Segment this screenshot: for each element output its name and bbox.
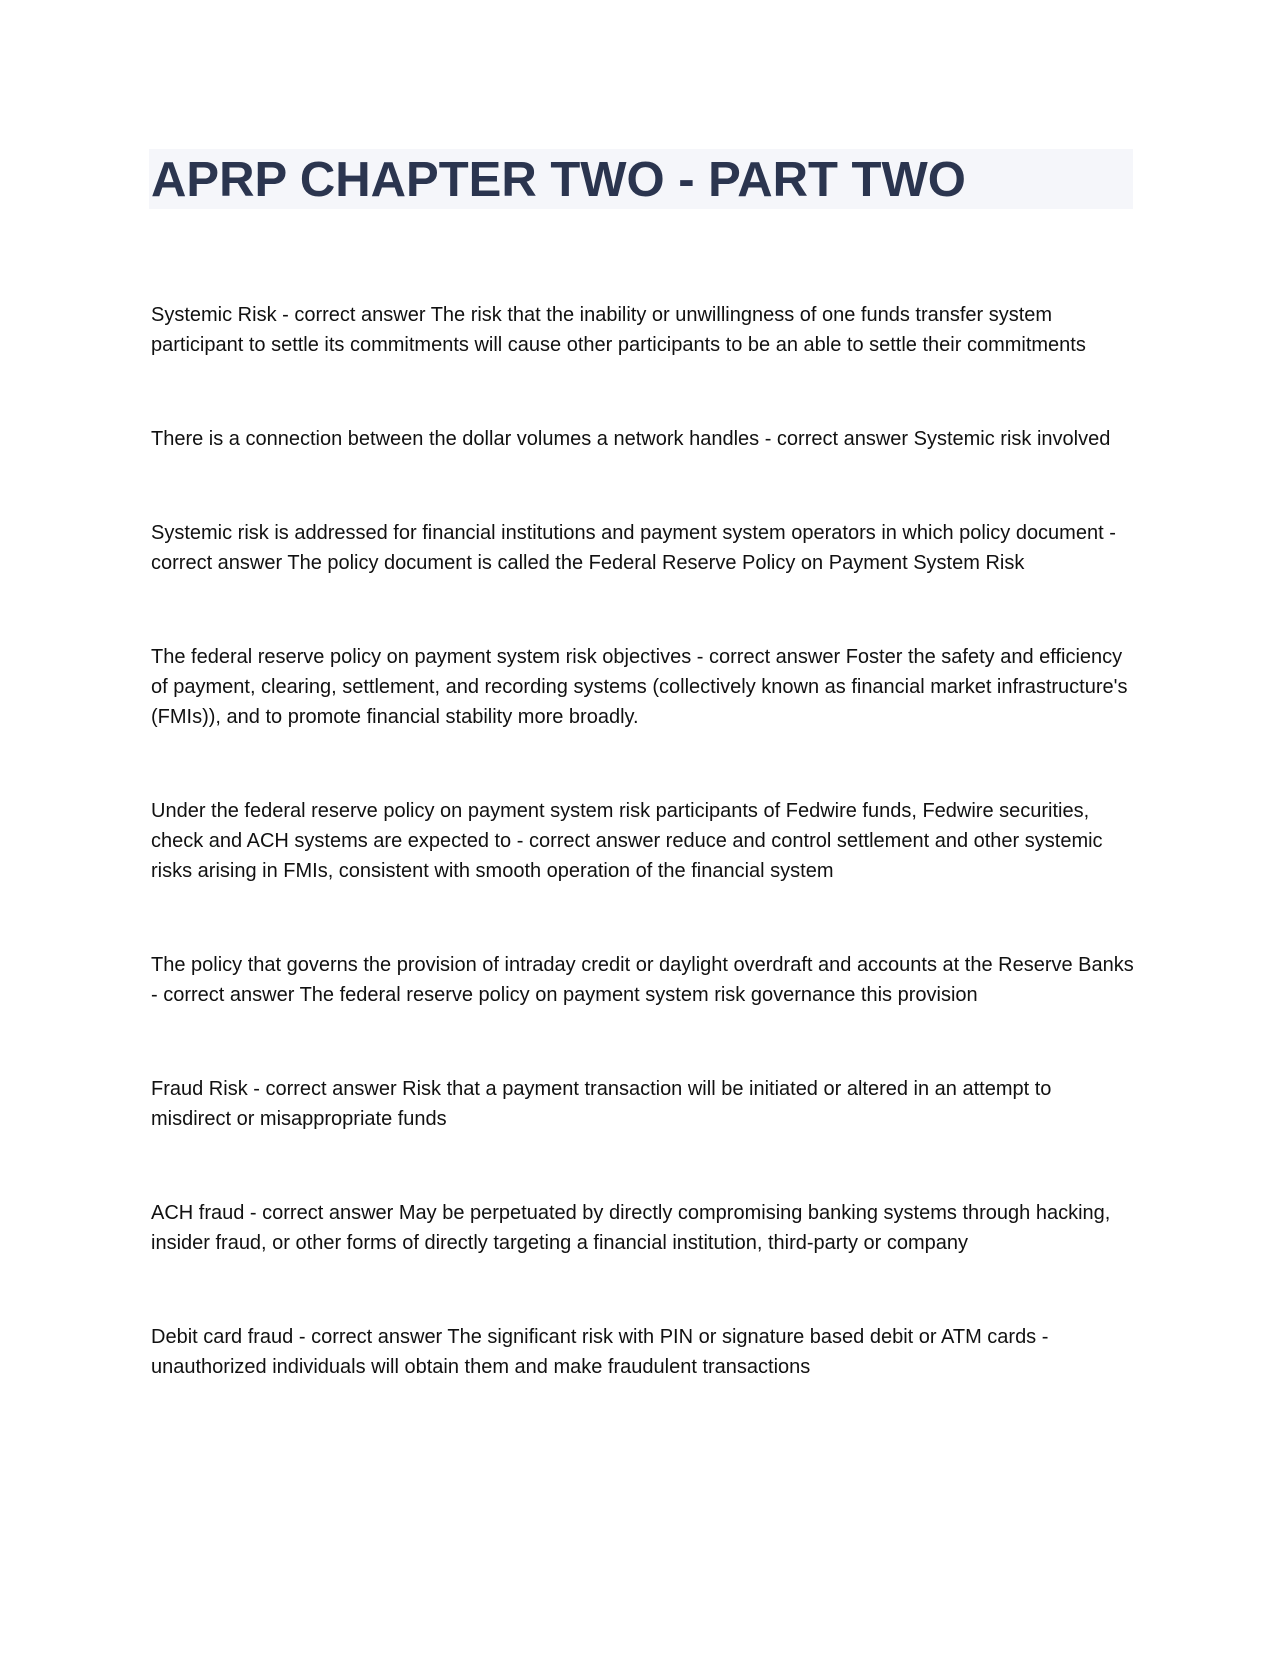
flashcard-entry: Fraud Risk - correct answer Risk that a payment transaction will be initiated or altered in an attempt to misdirect or misappropriate funds bbox=[151, 1078, 1052, 1130]
flashcard-entry: The policy that governs the provision of intraday credit or daylight overdraft and accounts at the Reserve Banks - correct answer The federal reserve policy on payment system risk governance this provision bbox=[151, 954, 1134, 1006]
flashcard-entry: The federal reserve policy on payment system risk objectives - correct answer Foster the safety and efficiency of payment, clearing, settlement, and recording systems (collectively known as financial market infrastructure's (FMIs)), and to promote financial stability more broadly. bbox=[151, 646, 1128, 728]
flashcard-entry: Systemic Risk - correct answer The risk that the inability or unwillingness of one funds transfer system participant to settle its commitments will cause other participants to be an able to settle their commitments bbox=[151, 304, 1086, 356]
flashcard-entry: Under the federal reserve policy on payment system risk participants of Fedwire funds, Fedwire securities, check and ACH systems are expected to - correct answer reduce and control settlement and other systemic risks arising in FMIs, consistent with smooth operation of the financial system bbox=[151, 800, 1103, 882]
flashcard-entry: Debit card fraud - correct answer The significant risk with PIN or signature based debit or ATM cards - unauthorized individuals will obtain them and make fraudulent transactions bbox=[151, 1326, 1049, 1378]
flashcard-entry: ACH fraud - correct answer May be perpetuated by directly compromising banking systems through hacking, insider fraud, or other forms of directly targeting a financial institution, third-party or company bbox=[151, 1202, 1111, 1254]
flashcard-entry: There is a connection between the dollar volumes a network handles - correct answer Systemic risk involved bbox=[151, 428, 1111, 450]
flashcard-list bbox=[151, 300, 1136, 1382]
document-title: APRP CHAPTER TWO - PART TWO bbox=[151, 153, 966, 207]
flashcard-entry: Systemic risk is addressed for financial institutions and payment system operators in which policy document - correct answer The policy document is called the Federal Reserve Policy on Payment System Risk bbox=[151, 522, 1116, 574]
